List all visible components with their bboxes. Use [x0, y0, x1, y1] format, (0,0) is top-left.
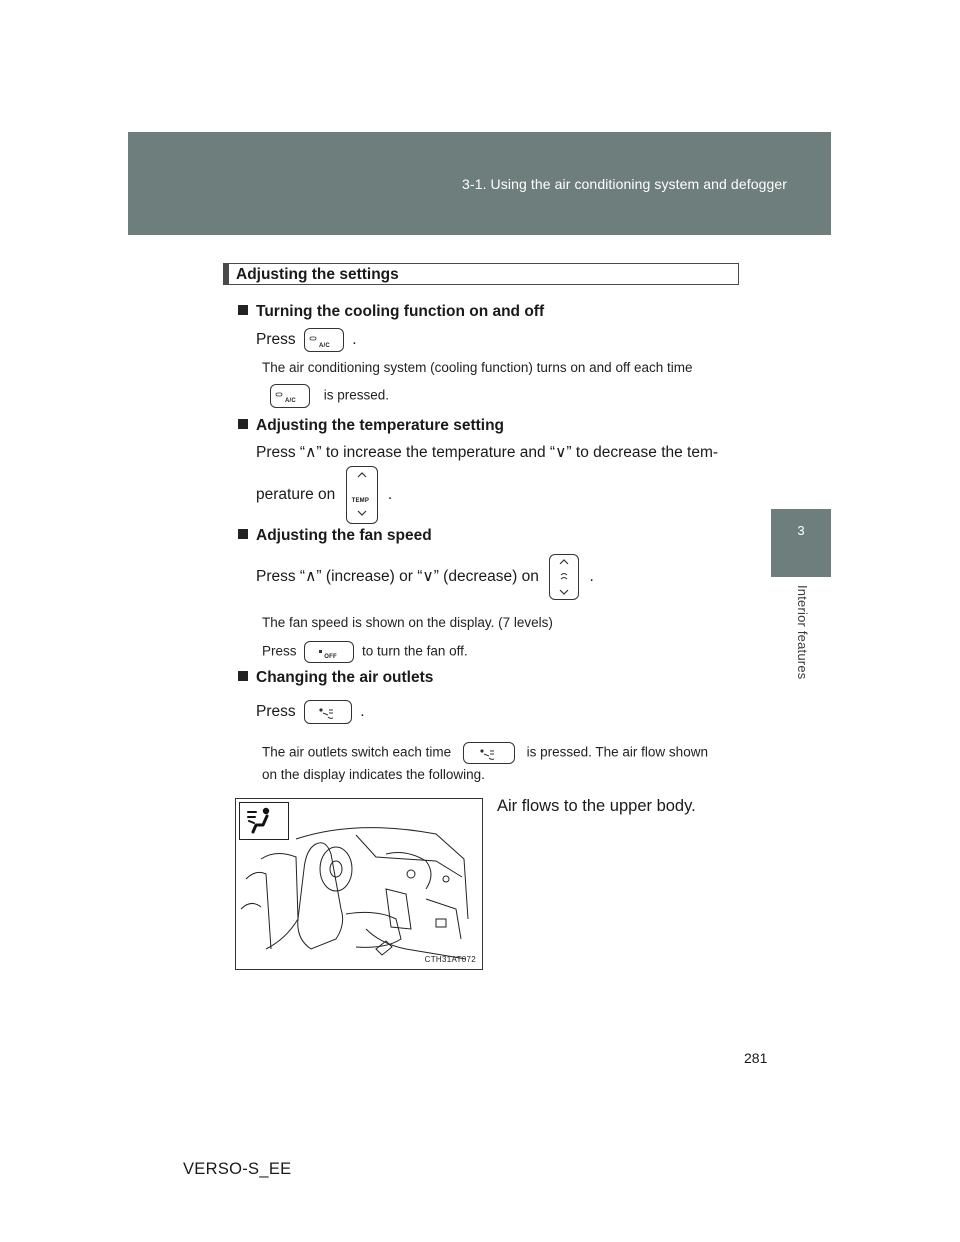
mode-button-icon [463, 742, 515, 764]
figure-code: CTH31AT072 [424, 955, 476, 964]
ac-led-icon [271, 385, 309, 407]
section-heading: Adjusting the settings [223, 263, 739, 285]
header-band [128, 132, 831, 235]
cooling-note-line1: The air conditioning system (cooling function) turns on and off each time [262, 360, 693, 375]
fan-off-button-icon: OFF [304, 641, 354, 663]
cooling-title: Turning the cooling function on and off [238, 303, 544, 321]
bullet-square-icon [238, 671, 248, 681]
page-number: 281 [744, 1050, 768, 1066]
fan-note-line1: The fan speed is shown on the display. (7 levels) [262, 615, 553, 630]
fan-note-line2: Press OFF to turn the fan off. [262, 641, 468, 663]
cooling-press-line: Press A/C . [256, 328, 357, 352]
chapter-label: Interior features [795, 585, 810, 680]
header-section-title: 3-1. Using the air conditioning system and defogger [462, 176, 787, 192]
bullet-square-icon [238, 529, 248, 539]
temp-button-icon: TEMP [346, 466, 378, 524]
fan-title: Adjusting the fan speed [238, 527, 432, 545]
fan-up-down-arrows-icon [550, 555, 578, 599]
bullet-square-icon [238, 305, 248, 315]
car-interior-figure [235, 798, 483, 970]
temperature-line2: perature on TEMP . [256, 466, 392, 524]
temperature-title: Adjusting the temperature setting [238, 417, 504, 435]
bullet-square-icon [238, 419, 248, 429]
cooling-note-line2: A/C is pressed. [270, 384, 389, 408]
air-outlet-mode-icon [305, 701, 351, 723]
air-flow-caption: Air flows to the upper body. [497, 797, 696, 815]
ac-button-icon: A/C [304, 328, 344, 352]
footer-code: VERSO-S_EE [183, 1160, 292, 1178]
ac-button-icon: A/C [270, 384, 310, 408]
outlets-press-line: Press . [256, 700, 365, 724]
chapter-tab [771, 509, 831, 577]
outlets-note-line1: The air outlets switch each time is pressed. The air flow shown [262, 742, 708, 764]
temperature-line1: Press “∧” to increase the temperature and “∨” to decrease the tem- [256, 444, 719, 461]
fan-button-icon [549, 554, 579, 600]
fan-off-led-icon [305, 642, 353, 662]
outlets-title: Changing the air outlets [238, 669, 433, 687]
outlets-note-line2: on the display indicates the following. [262, 767, 485, 782]
car-interior-illustration [236, 799, 483, 970]
ac-led-icon [305, 329, 343, 351]
mode-button-icon [304, 700, 352, 724]
chapter-number: 3 [797, 523, 805, 538]
air-outlet-mode-icon [464, 743, 514, 763]
fan-press-line: Press “∧” (increase) or “∨” (decrease) on . [256, 554, 594, 600]
